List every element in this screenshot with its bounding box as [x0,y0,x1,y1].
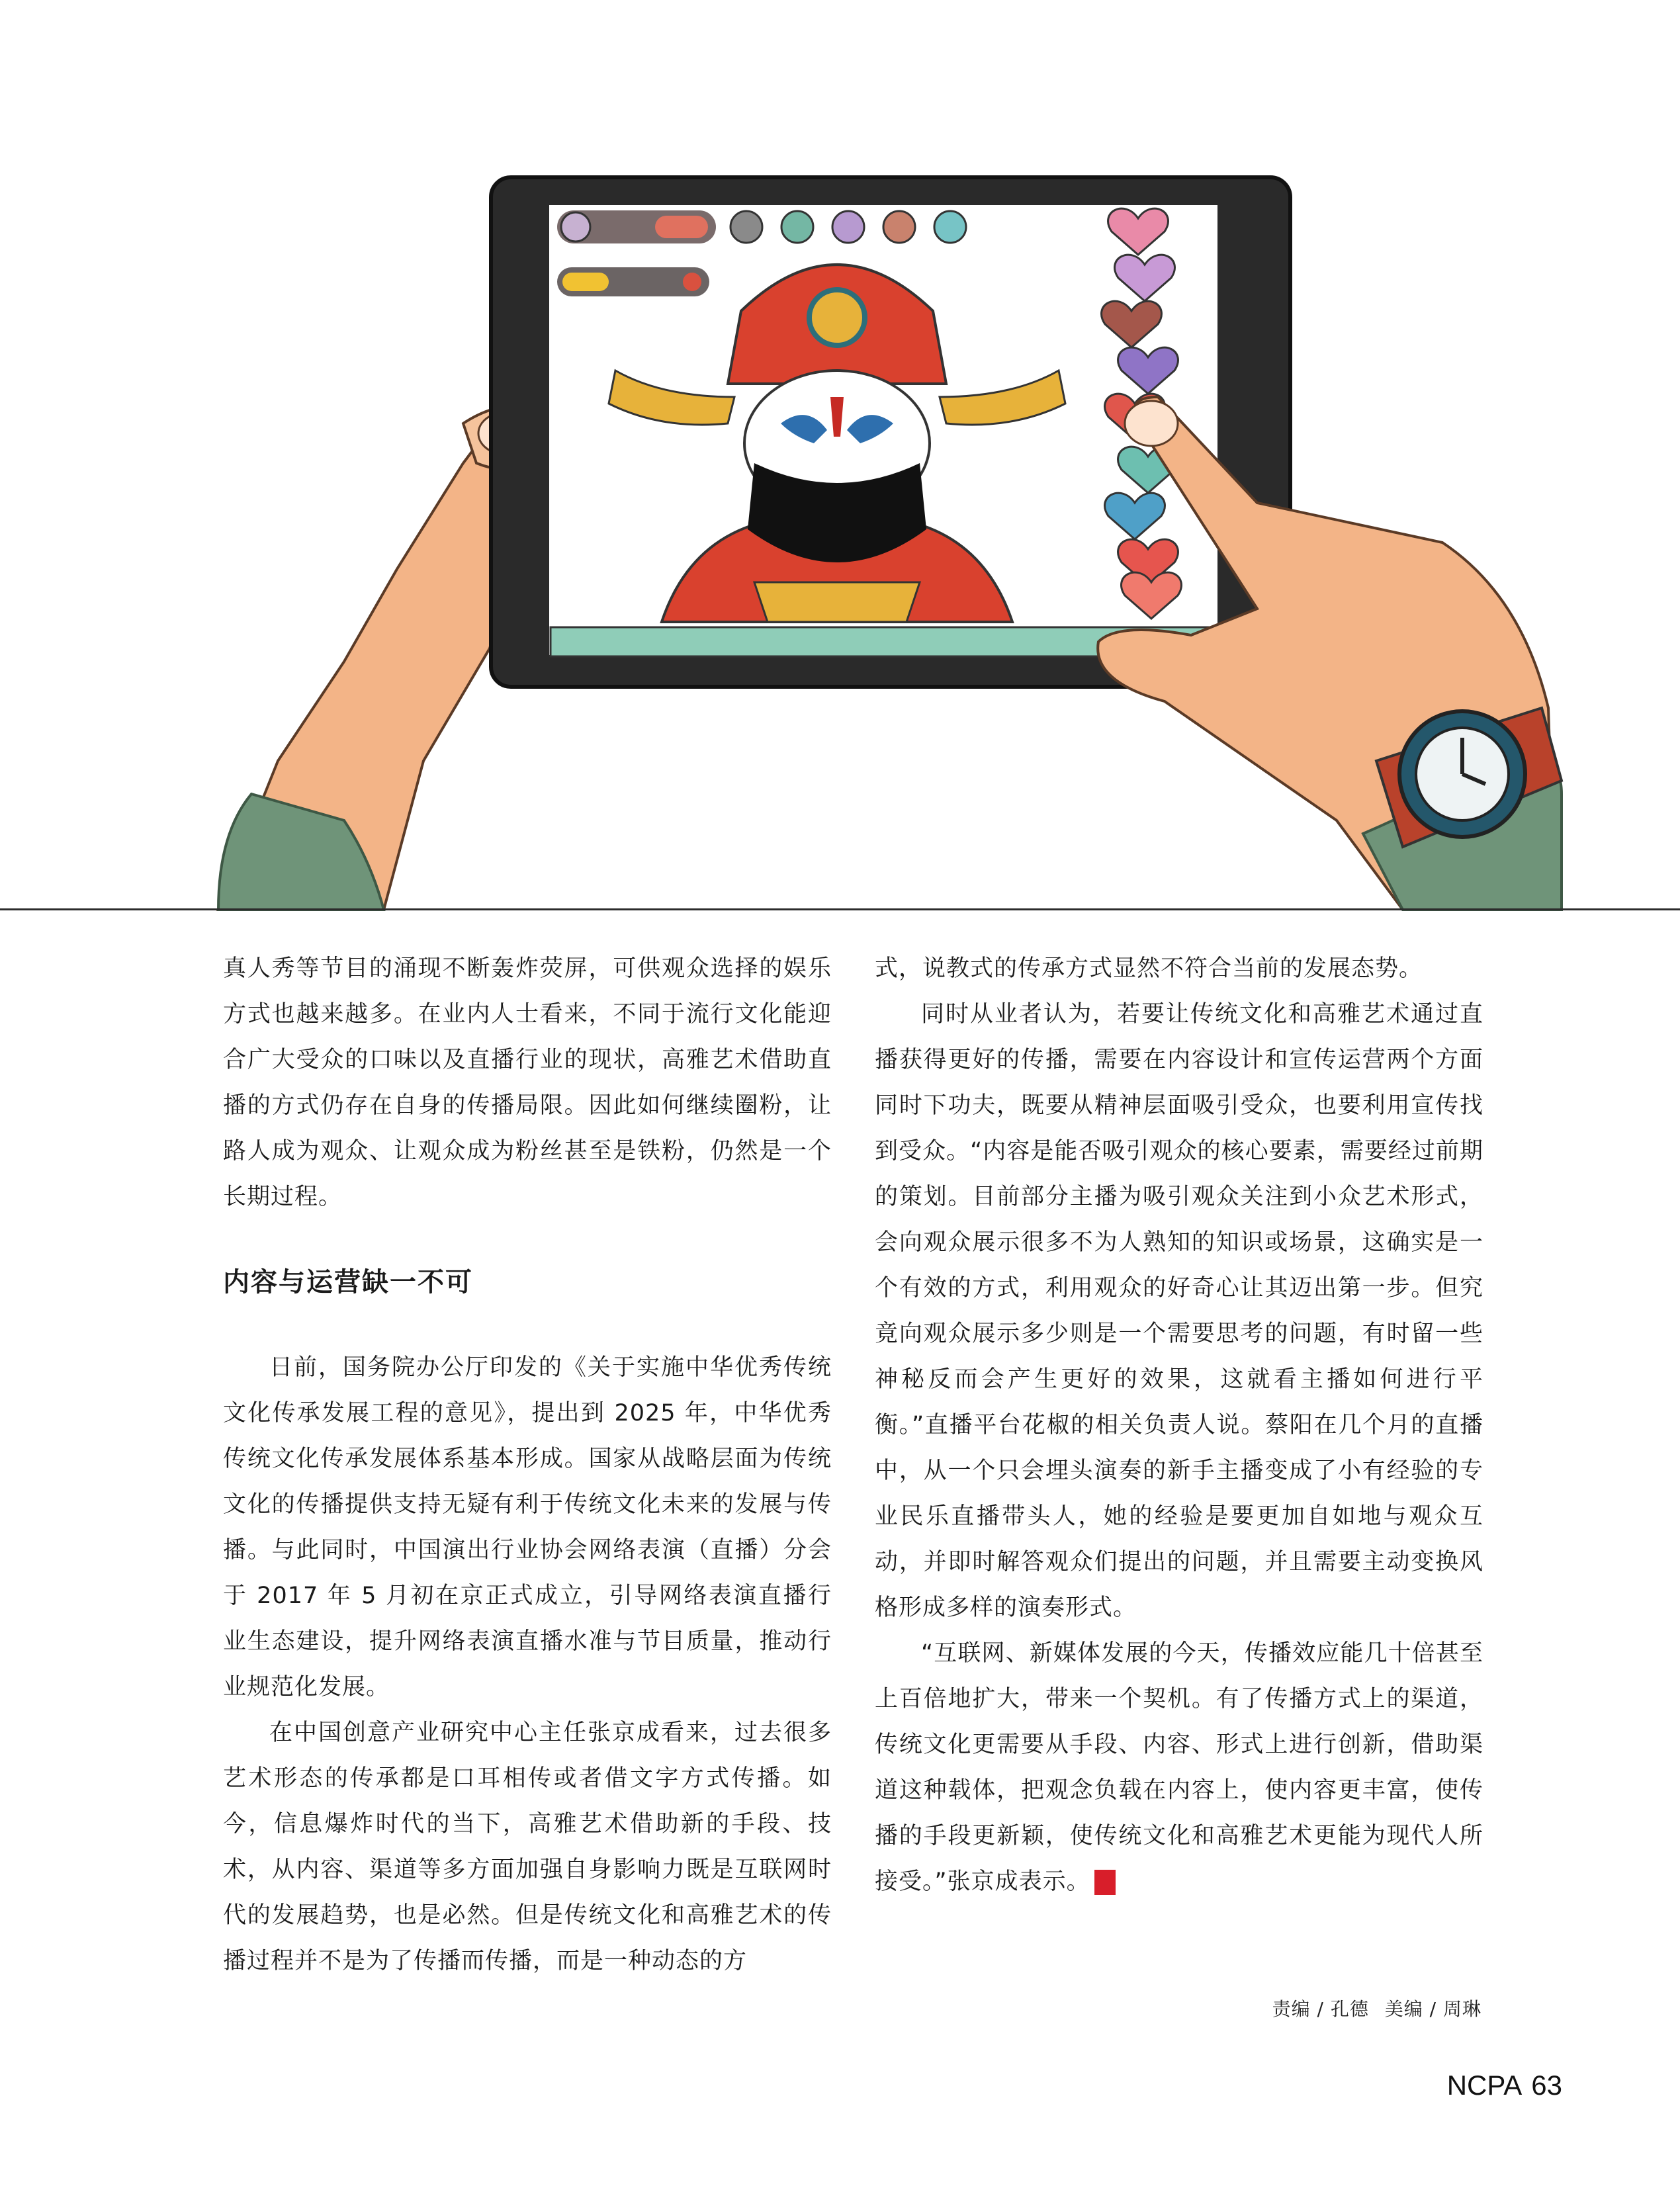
section-heading: 内容与运营缺一不可 [223,1267,473,1297]
designer-credit: 美编 / 周琳 [1384,1998,1481,2020]
article-paragraph-final [875,1631,1483,1905]
article-paragraph: 日前，国务院办公厅印发的《关于实施中华优秀传统文化传承发展工程的意见》，提出到 2025 年，中华优秀传统文化传承发展体系基本形成。国家从战略层面为传统文化的传播提供支持无疑有利于传统文化未来的发展与传播。与此同时，中国演出行业协会网络表演（直播）分会于 2017 年 5 月初在京正式成立，引导网络表演直播行业生态建设，提升网络表演直播水准与节目质量，推动行业规范化发展。 [223,1354,832,1700]
article-paragraph: 在中国创意产业研究中心主任张京成看来，过去很多艺术形态的传承都是口耳相传或者借文字方式传播。如今，信息爆炸时代的当下，高雅艺术借助新的手段、技术，从内容、渠道等多方面加强自身影响力既是互联网时代的发展趋势，也是必然。但是传统文化和高雅艺术的传播过程并不是为了传播而传播，而是一种动态的方 [223,1720,832,1974]
ncpa-end-seal: NCPA [1094,1870,1116,1895]
page-number: 63 [1531,2070,1562,2101]
section-divider [0,908,1680,910]
article-paragraph: 式，说教式的传承方式显然不符合当前的发展态势。 [875,955,1423,982]
page-footer [1447,2070,1562,2101]
article-paragraph: 同时从业者认为，若要让传统文化和高雅艺术通过直播获得更好的传播，需要在内容设计和宣传运营两个方面同时下功夫，既要从精神层面吸引受众，也要利用宣传找到受众。“内容是能否吸引观众的核心要素，需要经过前期的策划。目前部分主播为吸引观众关注到小众艺术形式，会向观众展示很多不为人熟知的知识或场景，这确实是一个有效的方式，利用观众的好奇心让其迈出第一步。但究竟向观众展示多少则是一个需要思考的问题，有时留一些神秘反而会产生更好的效果，这就看主播如何进行平衡。”直播平台花椒的相关负责人说。蔡阳在几个月的直播中，从一个只会埋头演奏的新手主播变成了小有经验的专业民乐直播带头人，她的经验是要更加自如地与观众互动，并即时解答观众们提出的问题，并且需要主动变换风格形成多样的演奏形式。 [875,1001,1483,1621]
editor-credits [1263,1995,1481,2021]
article-column-left [223,946,832,1984]
tablet-livestream-illustration [0,0,1680,913]
article-paragraph-text: “互联网、新媒体发展的今天，传播效应能几十倍甚至上百倍地扩大，带来一个契机。有了传播方式上的渠道，传统文化更需要从手段、内容、形式上进行创新，借助渠道这种载体，把观念负载在内容上，使内容更丰富，使传播的手段更新颖，使传统文化和高雅艺术更能为现代人所接受。”张京成表示。 [875,1640,1483,1895]
article-column-right [875,946,1483,1905]
footer-brand: NCPA [1446,2070,1523,2101]
editor-credit: 责编 / 孔德 [1272,1998,1369,2020]
article-paragraph: 真人秀等节目的涌现不断轰炸荧屏，可供观众选择的娱乐方式也越来越多。在业内人士看来，不同于流行文化能迎合广大受众的口味以及直播行业的现状，高雅艺术借助直播的方式仍存在自身的传播局限。因此如何继续圈粉，让路人成为观众、让观众成为粉丝甚至是铁粉，仍然是一个长期过程。 [223,955,832,1210]
